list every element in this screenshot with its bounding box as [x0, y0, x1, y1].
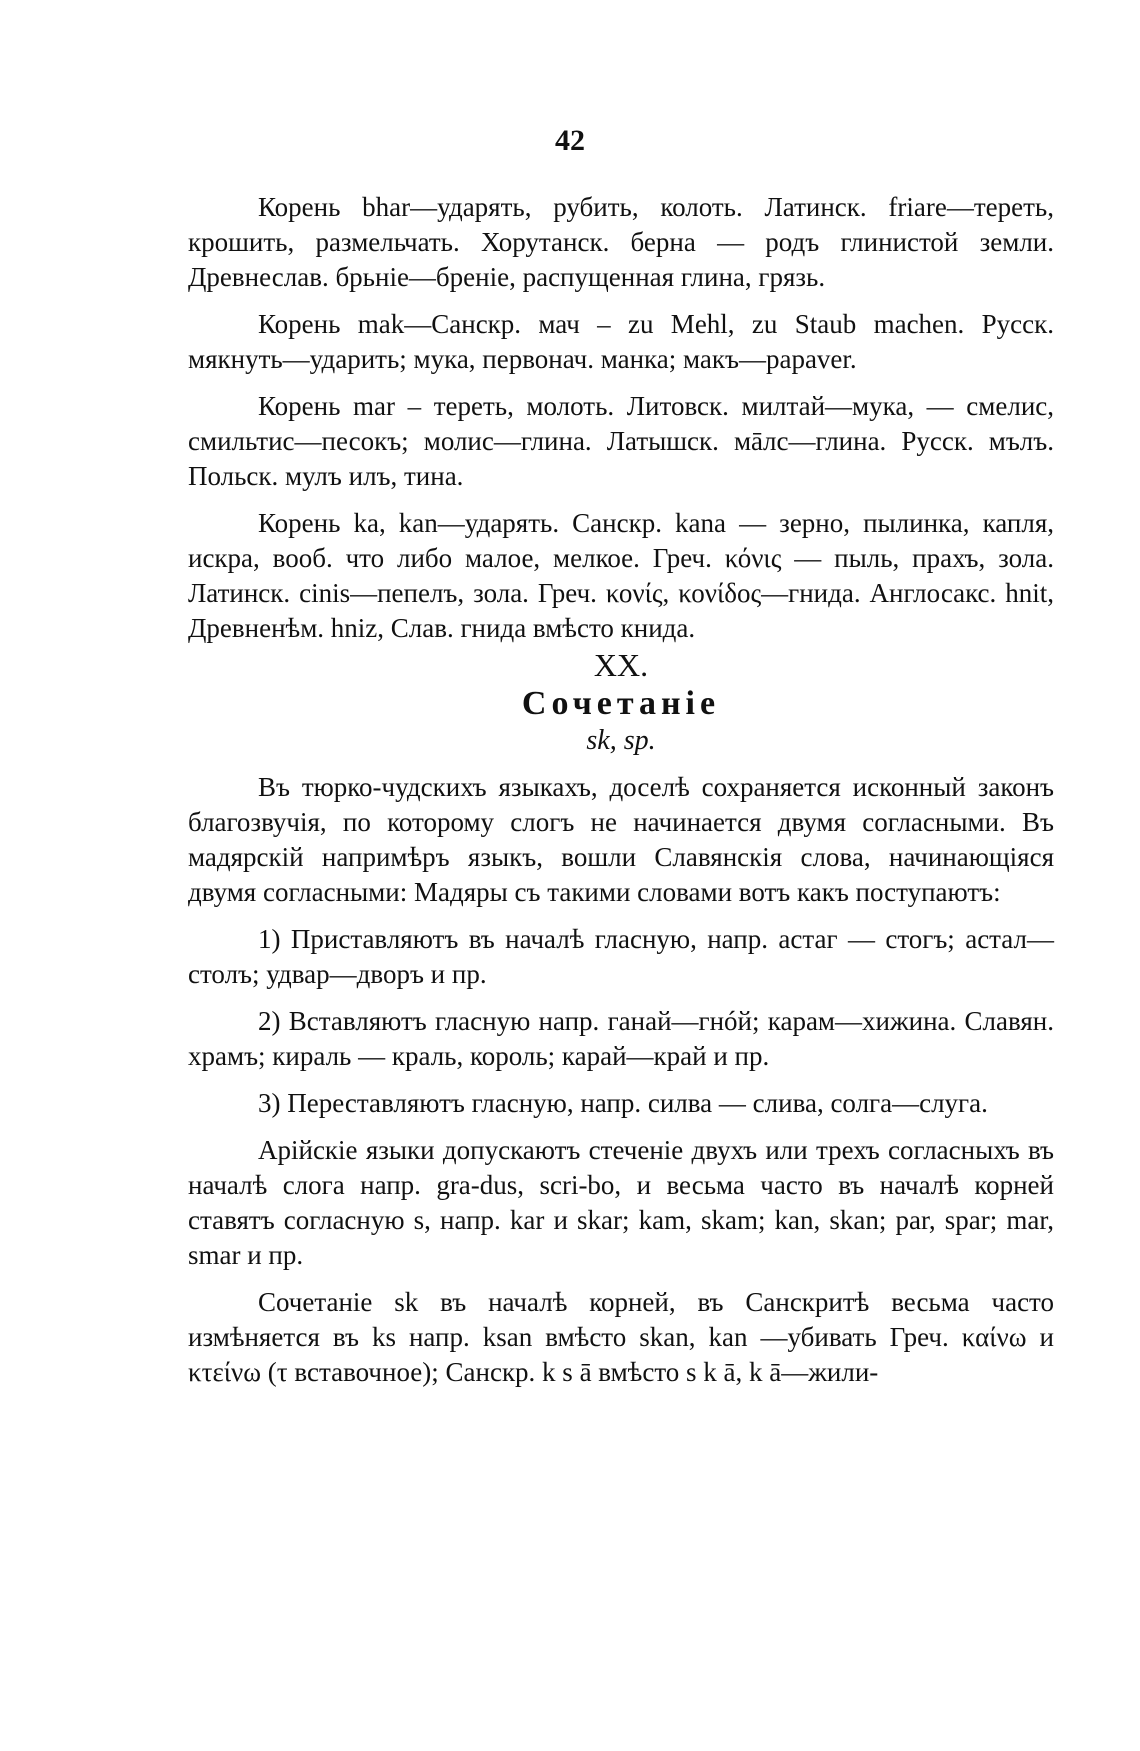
paragraph: Сочетаніе sk въ началѣ корней, въ Санскритѣ весьма часто измѣняется въ ks напр. ksan вмѣсто skan, kan —убивать Греч. καίνω и κτείνω (τ вставочное); Санскр. k s ā вмѣсто s k ā, k ā—жили-	[188, 1287, 1054, 1387]
paragraph: Въ тюрко-чудскихъ языкахъ, доселѣ сохраняется исконный законъ благозвучія, по которому слогъ не начинается двумя согласными. Въ мадярскій напримѣръ языкъ, вошли Славянскія слова, начинающіяся двумя согласными: Мадяры съ такими словами вотъ какъ поступаютъ:	[188, 772, 1054, 907]
list-item: 2) Вставляютъ гласную напр. ганай—гнóй; карам—хижина. Славян. храмъ; кираль — краль, король; карай—край и пр.	[188, 1006, 1054, 1071]
paragraph: Арійскіе языки допускаютъ стеченіе двухъ или трехъ согласныхъ въ началѣ слога напр. gra-dus, scri-bo, и весьма часто въ началѣ корней ставятъ согласную s, напр. kar и skar; kam, skam; kan, skan; par, spar; mar, smar и пр.	[188, 1135, 1054, 1270]
paragraph: Корень mak—Санскр. мач – zu Mehl, zu Staub machen. Русск. мякнуть—ударить; мука, первонач. манка; макъ—papaver.	[188, 309, 1054, 374]
list-item: 3) Переставляютъ гласную, напр. силва — слива, солга—слуга.	[258, 1088, 988, 1118]
section-title: Сочетаніе	[521, 685, 721, 722]
paragraph: Корень ka, kan—ударять. Санскр. kana — зерно, пылинка, капля, искра, вооб. что либо малое, мелкое. Греч. κόνις — пыль, прахъ, зола. Латинск. cinis—пепелъ, зола. Греч. κονίς, κονίδος—гнида. Англосакс. hnit, Древненѣм. hniz, Слав. гнида вмѣсто книда.	[188, 508, 1055, 643]
page-body	[188, 190, 1054, 1390]
section-number: XX.	[593, 647, 649, 683]
paragraph: Корень bhar—ударять, рубить, колоть. Латинск. friare—тереть, крошить, размельчать. Хорутанск. берна — родъ глинистой земли. Древнеслав. брьніе—бреніе, распущенная глина, грязь.	[188, 192, 1054, 292]
paragraph: Корень mar – тереть, молоть. Литовск. милтай—мука, — смелис, смильтис—песокъ; молис—глина. Латышск. мāлс—глина. Русск. мълъ. Польск. мулъ илъ, тина.	[188, 391, 1054, 491]
list-item: 1) Приставляютъ въ началѣ гласную, напр. астаг — стогъ; астал—столъ; удвар—дворъ и пр.	[188, 924, 1054, 989]
section-subtitle: sk, sp.	[586, 725, 656, 756]
page-number: 42	[555, 124, 585, 157]
